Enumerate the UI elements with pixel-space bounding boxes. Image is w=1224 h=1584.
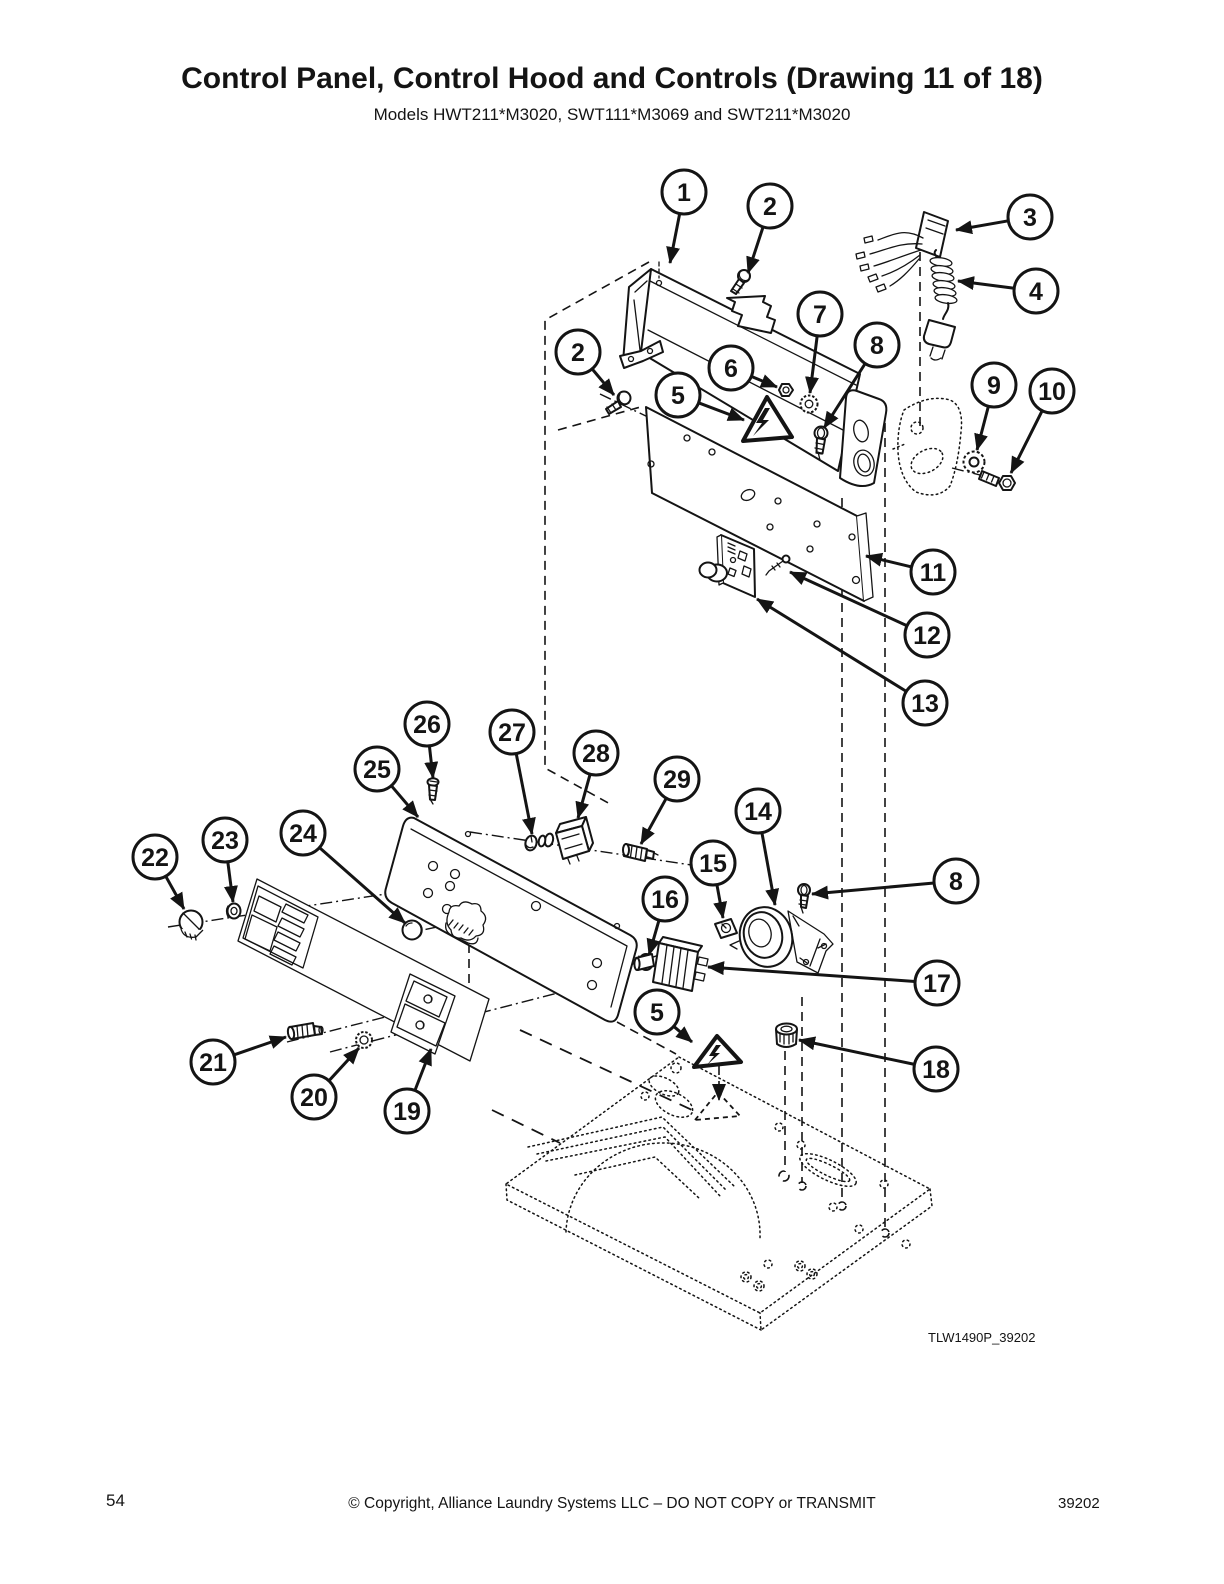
callout-19-indicator-plate — [385, 1049, 431, 1133]
callout-27-clip — [490, 710, 534, 834]
part-screw-26 — [428, 778, 439, 804]
svg-text:28: 28 — [582, 740, 610, 768]
svg-text:20: 20 — [300, 1084, 328, 1112]
svg-text:2: 2 — [571, 339, 585, 367]
part-bolt-10 — [979, 471, 1015, 490]
svg-text:27: 27 — [498, 719, 526, 747]
svg-text:6: 6 — [724, 355, 738, 383]
drawing-code: TLW1490P_39202 — [928, 1330, 1036, 1345]
part-control-board — [700, 535, 756, 597]
callout-20-knurled-nut — [292, 1048, 359, 1119]
part-washer-23 — [227, 904, 241, 919]
part-shaft-21 — [287, 1023, 323, 1040]
part-bolt-8-right — [798, 884, 810, 913]
callout-5-warning-label — [635, 990, 692, 1042]
callout-14-pressure-switch — [736, 789, 780, 905]
svg-text:15: 15 — [699, 850, 727, 878]
svg-text:7: 7 — [813, 301, 827, 329]
footer-page-number: 54 — [106, 1491, 125, 1510]
part-knurled-nut-20 — [356, 1032, 372, 1048]
svg-text:29: 29 — [663, 766, 691, 794]
svg-text:9: 9 — [987, 372, 1001, 400]
callout-11-rear-panel — [866, 550, 955, 594]
callout-1-control-hood — [662, 170, 706, 263]
svg-text:5: 5 — [650, 999, 664, 1027]
part-knob-22 — [180, 911, 204, 941]
part-switch-28 — [538, 817, 593, 864]
svg-text:2: 2 — [763, 193, 777, 221]
part-screw-12 — [766, 556, 790, 576]
part-switch-17 — [634, 937, 708, 991]
model-list: Models HWT211*M3020, SWT111*M3069 and SWT211*M3020 — [373, 105, 851, 124]
svg-text:1: 1 — [677, 179, 691, 207]
svg-text:22: 22 — [141, 844, 169, 872]
part-power-cord — [924, 250, 958, 360]
part-end-plug-29 — [623, 844, 658, 861]
callout-17-switch — [708, 961, 959, 1005]
part-pressure-switch-14 — [730, 902, 833, 973]
svg-text:17: 17 — [923, 970, 951, 998]
svg-text:4: 4 — [1029, 278, 1043, 306]
svg-text:8: 8 — [949, 868, 963, 896]
callout-26-screw — [405, 702, 449, 778]
page-title: Control Panel, Control Hood and Controls (Drawing 11 of 18) — [181, 62, 1043, 95]
callout-8-bolt — [812, 859, 978, 903]
svg-text:16: 16 — [651, 886, 679, 914]
callout-10-bolt — [1011, 369, 1074, 473]
callout-23-washer — [203, 818, 247, 902]
svg-text:8: 8 — [870, 332, 884, 360]
svg-text:10: 10 — [1038, 378, 1066, 406]
part-screw-2-left — [606, 392, 631, 415]
svg-text:13: 13 — [911, 690, 939, 718]
footer-document-number: 39202 — [1058, 1495, 1100, 1512]
callout-9-star-washer — [972, 363, 1016, 450]
svg-text:14: 14 — [744, 798, 772, 826]
svg-text:26: 26 — [413, 711, 441, 739]
part-warning-label-bottom — [694, 1036, 741, 1067]
part-screw-2-top — [731, 270, 750, 294]
svg-text:21: 21 — [199, 1049, 227, 1077]
svg-text:12: 12 — [913, 622, 941, 650]
callout-29-end-plug — [641, 757, 699, 844]
part-dispenser-outline — [893, 398, 962, 495]
part-retainer-clip-15 — [715, 919, 737, 938]
callout-22-knob — [133, 835, 184, 909]
part-clip-27 — [524, 834, 538, 851]
callout-2-screw — [748, 184, 792, 273]
part-nut-6 — [779, 384, 793, 396]
callout-21-shaft-extension — [191, 1037, 286, 1084]
svg-text:23: 23 — [211, 827, 239, 855]
svg-text:5: 5 — [671, 382, 685, 410]
callout-3-wire-harness — [956, 195, 1052, 239]
callout-4-power-cord — [958, 269, 1058, 313]
svg-text:18: 18 — [922, 1056, 950, 1084]
part-push-button-24 — [403, 921, 423, 940]
part-star-washer-9 — [964, 452, 985, 473]
svg-text:19: 19 — [393, 1098, 421, 1126]
footer-copyright: © Copyright, Alliance Laundry Systems LLC – DO NOT COPY or TRANSMIT — [348, 1495, 876, 1512]
svg-text:25: 25 — [363, 756, 391, 784]
svg-text:24: 24 — [289, 820, 317, 848]
callout-18-spacer — [799, 1040, 958, 1091]
callout-28-switch — [574, 731, 618, 818]
callout-15-retainer-clip — [691, 841, 735, 918]
part-spacer-18 — [776, 1024, 797, 1048]
part-lockwasher-7 — [801, 396, 818, 413]
svg-text:11: 11 — [919, 559, 947, 587]
callout-25-control-panel — [355, 747, 418, 817]
callout-2-screw — [556, 330, 614, 395]
svg-text:3: 3 — [1023, 204, 1037, 232]
